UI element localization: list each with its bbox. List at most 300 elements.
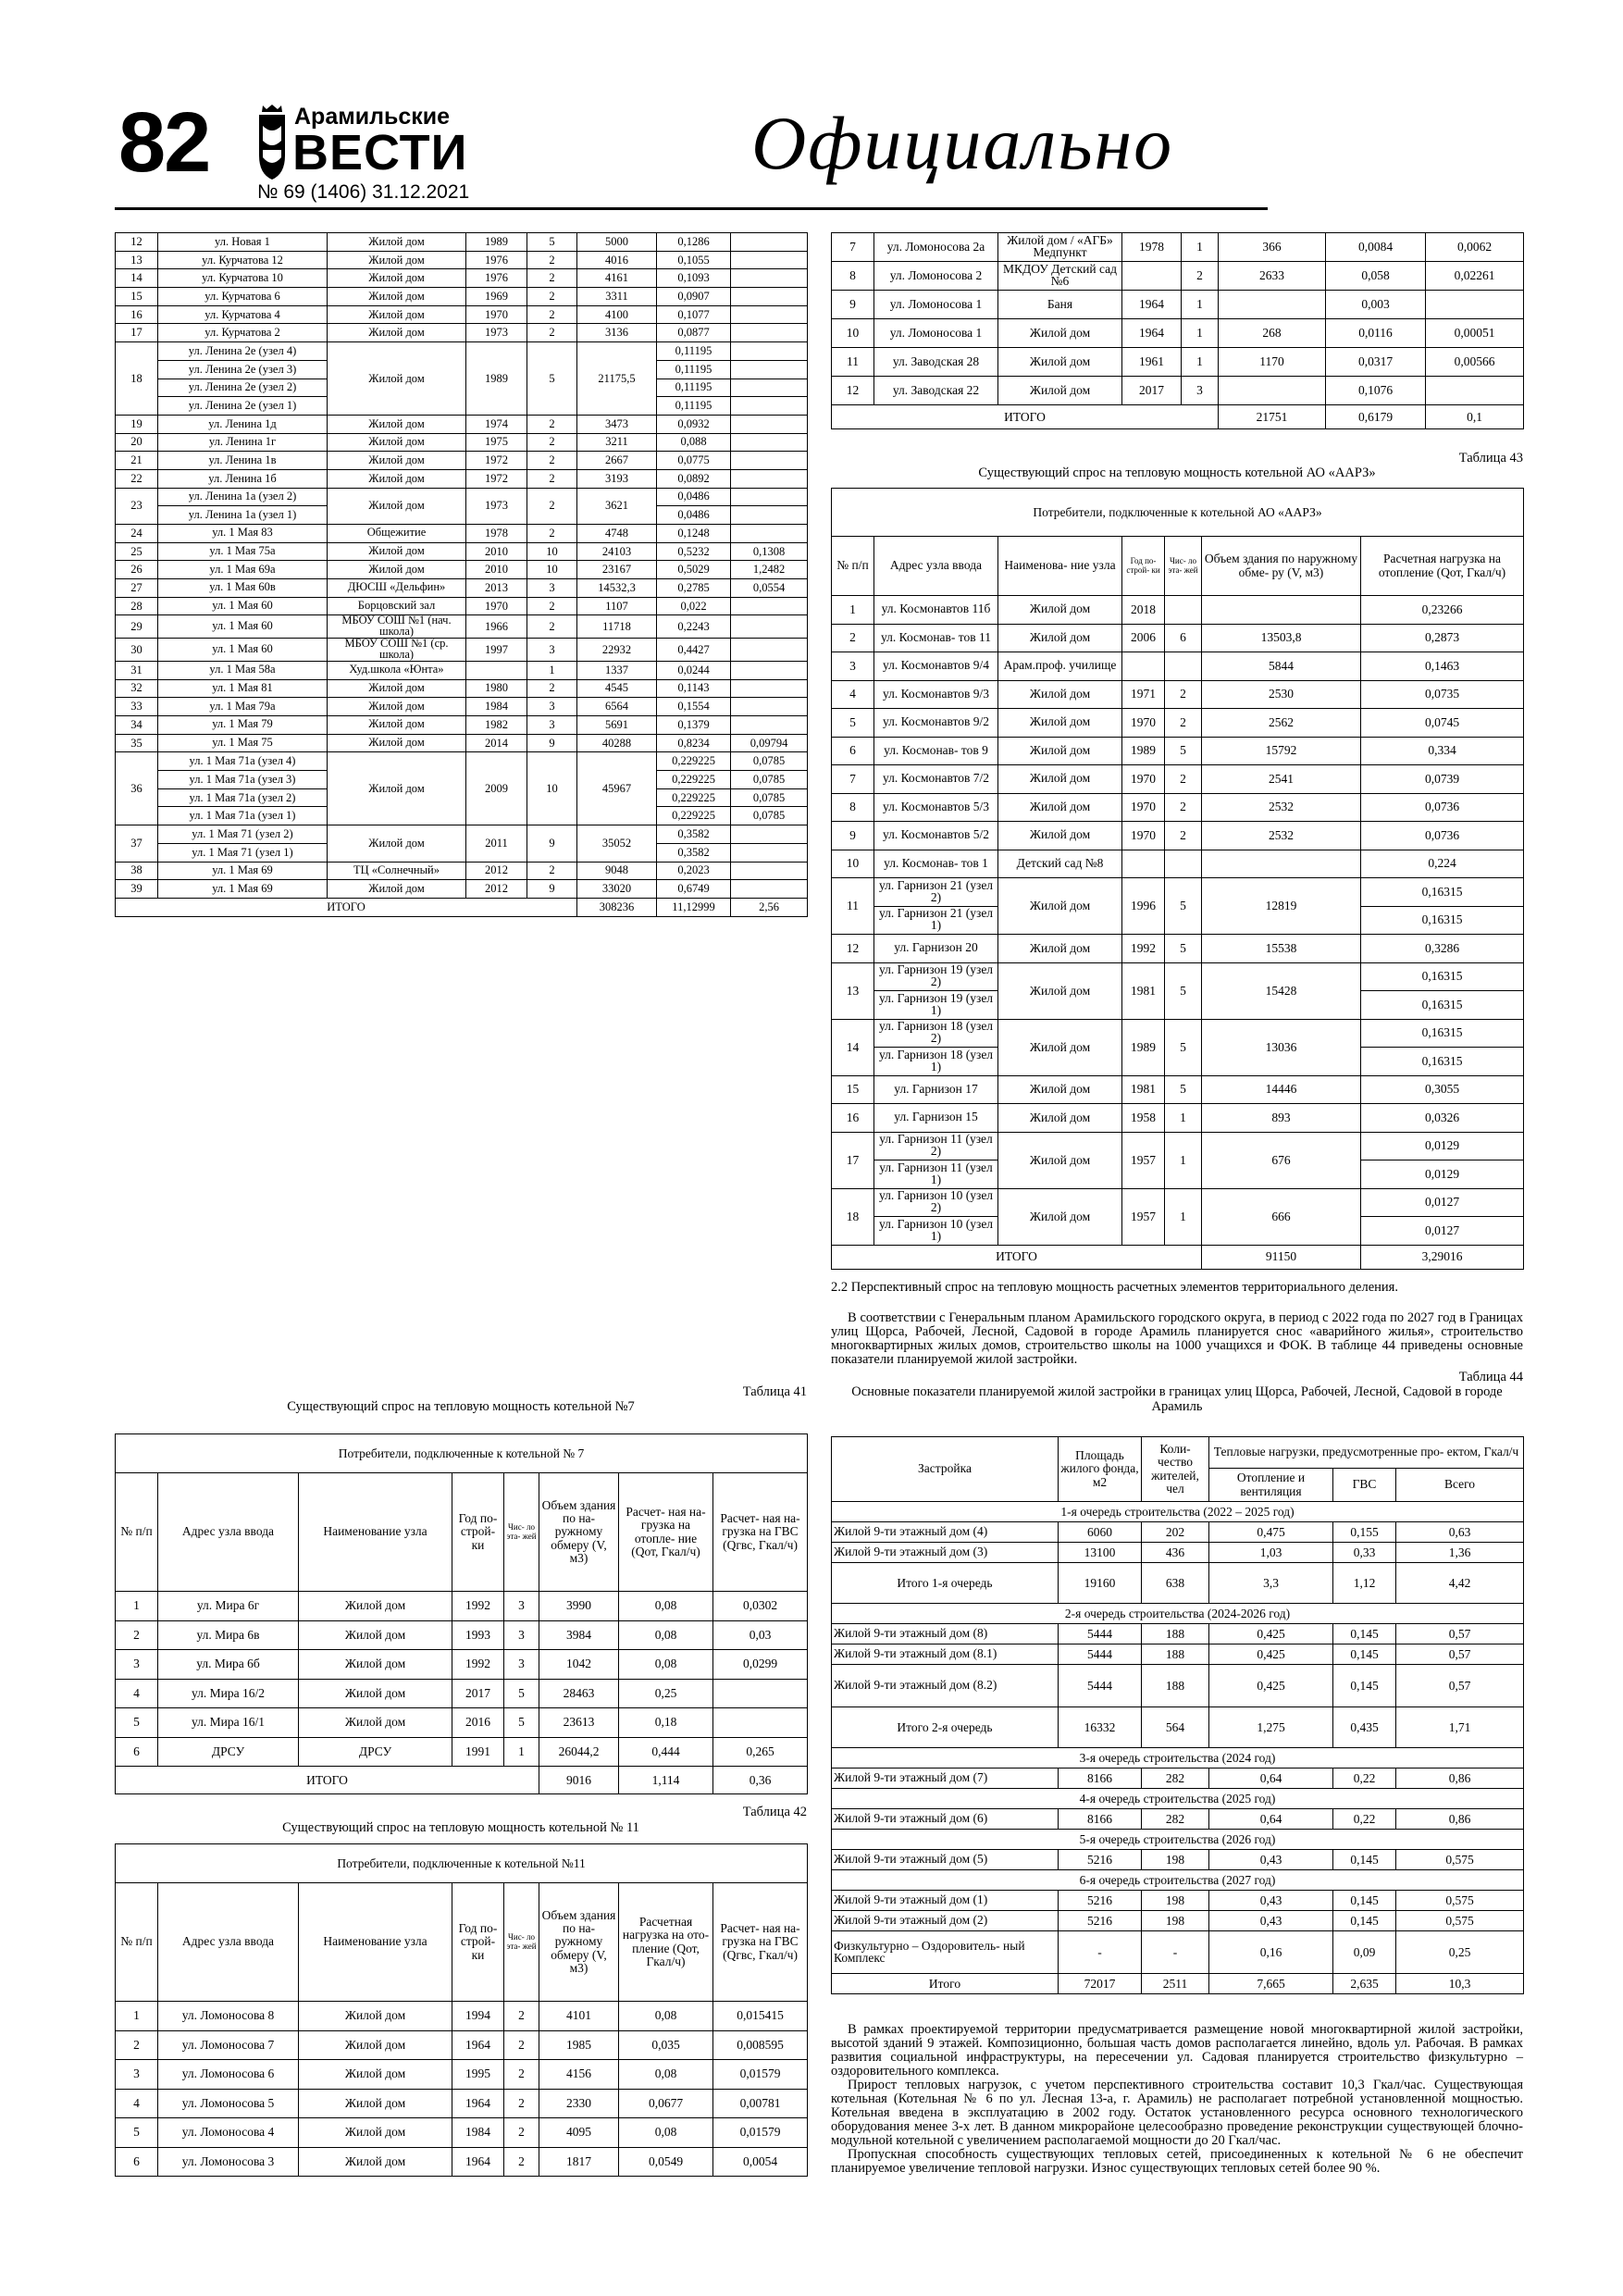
table-cell: ул. Курчатова 10 bbox=[158, 269, 328, 288]
table-cell: 0,0486 bbox=[657, 488, 731, 506]
table-cell: 2010 bbox=[466, 561, 527, 579]
table-cell: 10 bbox=[527, 561, 577, 579]
table-row bbox=[116, 324, 808, 342]
table-cell: 6 bbox=[116, 2147, 158, 2177]
table-cell: 0,16315 bbox=[1361, 962, 1524, 991]
table-cell: ул. Ломоносова 2а bbox=[874, 233, 998, 262]
table-cell: Арам.проф. училище bbox=[998, 652, 1122, 681]
table-cell: 4156 bbox=[539, 2060, 619, 2090]
table-cell: 0,1076 bbox=[1326, 377, 1426, 405]
table-cell: 1989 bbox=[466, 233, 527, 252]
table-cell: ул. Ленина 2е (узел 4) bbox=[158, 342, 328, 361]
table-cell: 5 bbox=[1165, 1075, 1202, 1104]
table-cell: 2532 bbox=[1202, 793, 1361, 822]
table-cell: 15 bbox=[832, 1075, 874, 1104]
table-cell: 0,2243 bbox=[657, 615, 731, 639]
table-row bbox=[832, 1132, 1524, 1160]
table-cell: 13036 bbox=[1202, 1019, 1361, 1075]
table-row bbox=[116, 561, 808, 579]
table-cell: 0,57 bbox=[1396, 1665, 1524, 1707]
table-cell: 12819 bbox=[1202, 878, 1361, 935]
table-cell: 1974 bbox=[466, 415, 527, 433]
table-cell: № п/п bbox=[116, 1473, 158, 1592]
table-cell: 2011 bbox=[466, 825, 527, 862]
table-cell: 0,8234 bbox=[657, 734, 731, 752]
table-cell: 9048 bbox=[577, 862, 657, 880]
table-cell: 33 bbox=[116, 698, 158, 716]
table-cell: 198 bbox=[1142, 1850, 1209, 1870]
table-cell: 2 bbox=[504, 2089, 539, 2118]
table-cell: 9016 bbox=[539, 1767, 619, 1794]
table-row bbox=[832, 680, 1524, 709]
table-cell: 2,56 bbox=[731, 898, 808, 916]
table-cell: 0,265 bbox=[713, 1737, 808, 1767]
table-cell: ул. Ломоносова 1 bbox=[874, 291, 998, 319]
table-cell: Жилой дом bbox=[998, 935, 1122, 963]
table-cell: ул. Мира 6б bbox=[158, 1650, 299, 1680]
table-cell: 3193 bbox=[577, 469, 657, 488]
table-cell: 6564 bbox=[577, 698, 657, 716]
table-cell: 0,08 bbox=[619, 1592, 713, 1621]
table-cell: 2017 bbox=[1122, 377, 1182, 405]
table-cell: Объем здания по наружному обме- ру (V, м3) bbox=[1202, 537, 1361, 596]
table-row bbox=[832, 1543, 1524, 1563]
table-row bbox=[116, 639, 808, 662]
table-cell: 5444 bbox=[1059, 1644, 1142, 1665]
table-41-number: Таблица 41 bbox=[742, 1384, 807, 1399]
table-cell: ул. Ломоносова 1 bbox=[874, 319, 998, 348]
table-row bbox=[832, 652, 1524, 681]
table-cell: 2 bbox=[504, 2060, 539, 2090]
table-cell: 1970 bbox=[1122, 793, 1165, 822]
table-cell: 0,0054 bbox=[713, 2147, 808, 2177]
table-cell: Жилой дом bbox=[998, 1132, 1122, 1188]
table-cell bbox=[731, 679, 808, 698]
table-cell: Жилой 9-ти этажный дом (8) bbox=[832, 1624, 1059, 1644]
table-cell: 0,1 bbox=[1426, 405, 1524, 429]
table-cell: 22 bbox=[116, 469, 158, 488]
table-cell: ул. Ломоносова 3 bbox=[158, 2147, 299, 2177]
table-cell: ул. Гарнизон 18 (узел 1) bbox=[874, 1048, 998, 1076]
table-row bbox=[832, 348, 1524, 377]
table-cell: 2530 bbox=[1202, 680, 1361, 709]
page-number: 82 bbox=[118, 95, 210, 190]
table-row bbox=[832, 1789, 1524, 1809]
table-cell: ул. 1 Мая 60в bbox=[158, 579, 328, 598]
table-cell: ул. Ленина 2е (узел 2) bbox=[158, 379, 328, 397]
table-row bbox=[116, 542, 808, 561]
table-cell: 0,008595 bbox=[713, 2030, 808, 2060]
table-cell: 1973 bbox=[466, 488, 527, 524]
table-cell: 5 bbox=[1165, 935, 1202, 963]
table-cell: 2 bbox=[527, 597, 577, 615]
table-row bbox=[116, 1883, 808, 2002]
table-row bbox=[116, 1473, 808, 1592]
table-cell: ул. Курчатова 12 bbox=[158, 251, 328, 269]
table-cell: 282 bbox=[1142, 1769, 1209, 1789]
table-cell: 0,0932 bbox=[657, 415, 731, 433]
table-row bbox=[832, 765, 1524, 794]
table-cell: 18 bbox=[832, 1188, 874, 1245]
table-cell bbox=[731, 360, 808, 379]
table-cell: Жилой дом bbox=[328, 433, 466, 452]
table-cell: 0,1055 bbox=[657, 251, 731, 269]
table-cell: 35 bbox=[116, 734, 158, 752]
table-cell: 0,0739 bbox=[1361, 765, 1524, 794]
table-cell: 21751 bbox=[1219, 405, 1326, 429]
table-row bbox=[832, 1769, 1524, 1789]
table-cell: 21 bbox=[116, 452, 158, 470]
table-cell: 188 bbox=[1142, 1665, 1209, 1707]
table-cell: 1972 bbox=[466, 452, 527, 470]
table-cell: 1957 bbox=[1122, 1188, 1165, 1245]
table-row bbox=[116, 2002, 808, 2031]
table-cell: 0,2785 bbox=[657, 579, 731, 598]
table-row bbox=[116, 862, 808, 880]
table-cell: ул. Гарнизон 21 (узел 2) bbox=[874, 878, 998, 907]
table-row bbox=[116, 597, 808, 615]
table-cell: 15428 bbox=[1202, 962, 1361, 1019]
table-cell: 0,1463 bbox=[1361, 652, 1524, 681]
table-cell: 8 bbox=[832, 262, 874, 291]
table-cell: 676 bbox=[1202, 1132, 1361, 1188]
table-cell: 1970 bbox=[466, 597, 527, 615]
table-row bbox=[116, 2030, 808, 2060]
table-cell: 3 bbox=[527, 579, 577, 598]
table-cell: 9 bbox=[527, 825, 577, 862]
table-cell: 5 bbox=[1165, 1019, 1202, 1075]
table-cell: Жилой дом bbox=[328, 679, 466, 698]
table-cell: ул. Ломоносова 7 bbox=[158, 2030, 299, 2060]
table-cell: ул. 1 Мая 71а (узел 1) bbox=[158, 807, 328, 825]
table-cell bbox=[1122, 652, 1165, 681]
table-cell bbox=[731, 661, 808, 679]
table-cell: 24 bbox=[116, 525, 158, 543]
table-cell: 10 bbox=[832, 319, 874, 348]
table-cell: Жилой дом bbox=[299, 1708, 452, 1738]
table-row bbox=[116, 2118, 808, 2148]
table-cell: 0,22 bbox=[1333, 1809, 1396, 1830]
table-cell: ул. Космонав- тов 11 bbox=[874, 624, 998, 652]
coat-of-arms-logo bbox=[257, 104, 287, 181]
table-cell: Жилой дом bbox=[328, 415, 466, 433]
table-cell: 31 bbox=[116, 661, 158, 679]
table-cell: 1,2482 bbox=[731, 561, 808, 579]
table-cell: 38 bbox=[116, 862, 158, 880]
table-cell: 2 bbox=[527, 469, 577, 488]
table-cell: 0,6179 bbox=[1326, 405, 1426, 429]
table-cell: Жилой 9-ти этажный дом (4) bbox=[832, 1522, 1059, 1543]
table-cell: 3990 bbox=[539, 1592, 619, 1621]
table-cell: 1989 bbox=[1122, 1019, 1165, 1075]
table-cell: 0,16315 bbox=[1361, 991, 1524, 1020]
section-2-2-heading: 2.2 Перспективный спрос на тепловую мощность расчетных элементов территориального деления. bbox=[831, 1280, 1398, 1295]
table-cell: Жилой дом bbox=[328, 305, 466, 324]
table-cell: Жилой дом bbox=[299, 1620, 452, 1650]
table-cell: Потребители, подключенные к котельной АО «ААРЗ» bbox=[832, 489, 1524, 537]
table-cell bbox=[731, 597, 808, 615]
table-44-title: Основные показатели планируемой жилой застройки в границах улиц Щорса, Рабочей, Лесной, Садовой в городе Арамиль bbox=[851, 1384, 1503, 1414]
table-cell: 2 bbox=[504, 2030, 539, 2060]
paragraph-3: Пропускная способность существующих тепловых сетей, присоединенных к котельной № 6 не обеспечит планируемое увеличение тепловой нагрузки. Износ существующих тепловых сетей более 90 %. bbox=[831, 2147, 1523, 2176]
table-cell: 0,1248 bbox=[657, 525, 731, 543]
table-cell: 23167 bbox=[577, 561, 657, 579]
table-cell bbox=[1122, 850, 1165, 878]
table-cell: 22932 bbox=[577, 639, 657, 662]
table-cell bbox=[1426, 377, 1524, 405]
table-cell: 3 bbox=[832, 652, 874, 681]
table-row bbox=[116, 1620, 808, 1650]
table-row bbox=[832, 405, 1524, 429]
table-cell: 0,08 bbox=[619, 2118, 713, 2148]
table-cell: 15538 bbox=[1202, 935, 1361, 963]
header-rule bbox=[115, 207, 1268, 210]
table-cell bbox=[731, 525, 808, 543]
table-cell: 0,0116 bbox=[1326, 319, 1426, 348]
table-row bbox=[832, 1502, 1524, 1522]
table-row bbox=[116, 251, 808, 269]
table-cell: 0,6749 bbox=[657, 880, 731, 899]
table-cell: 1980 bbox=[466, 679, 527, 698]
table-cell: 13 bbox=[832, 962, 874, 1019]
table-cell: 4016 bbox=[577, 251, 657, 269]
table-cell: 1 bbox=[1165, 1132, 1202, 1188]
table-cell: ул. 1 Мая 69 bbox=[158, 862, 328, 880]
table-42-number: Таблица 42 bbox=[742, 1805, 807, 1819]
table-cell: 0,11195 bbox=[657, 360, 731, 379]
table-cell: Жилой дом bbox=[998, 709, 1122, 738]
table-cell: 0,575 bbox=[1396, 1891, 1524, 1911]
table-row bbox=[832, 1644, 1524, 1665]
table-41-title: Существующий спрос на тепловую мощность котельной №7 bbox=[287, 1399, 635, 1414]
table-cell: Жилой 9-ти этажный дом (1) bbox=[832, 1891, 1059, 1911]
table-cell: 0,22 bbox=[1333, 1769, 1396, 1789]
table-cell: 21175,5 bbox=[577, 342, 657, 416]
table-cell: Жилой дом bbox=[328, 342, 466, 416]
table-cell: 1107 bbox=[577, 597, 657, 615]
table-row bbox=[116, 716, 808, 735]
table-cell bbox=[731, 269, 808, 288]
table-cell: Жилой дом bbox=[328, 880, 466, 899]
table-cell: 14532,3 bbox=[577, 579, 657, 598]
table-row bbox=[832, 1891, 1524, 1911]
table-cell: Жилой дом bbox=[998, 680, 1122, 709]
table-row bbox=[832, 262, 1524, 291]
table-cell bbox=[731, 843, 808, 862]
table-cell: ДРСУ bbox=[158, 1737, 299, 1767]
table-cell: Жилой дом / «АГБ» Медпункт bbox=[998, 233, 1122, 262]
table-cell: Жилой дом bbox=[328, 251, 466, 269]
table-cell: 0,0745 bbox=[1361, 709, 1524, 738]
table-cell: 72017 bbox=[1059, 1974, 1142, 1994]
table-row bbox=[832, 537, 1524, 596]
table-cell: Чис- ло эта- жей bbox=[1165, 537, 1202, 596]
table-cell: 1970 bbox=[1122, 765, 1165, 794]
table-cell: Жилой дом bbox=[998, 822, 1122, 850]
table-cell: 2 bbox=[1182, 262, 1219, 291]
table-cell: 4545 bbox=[577, 679, 657, 698]
table-cell: 1969 bbox=[466, 288, 527, 306]
table-cell bbox=[1202, 850, 1361, 878]
table-cell: 2012 bbox=[466, 862, 527, 880]
table-cell: 2 bbox=[527, 251, 577, 269]
table-cell: 2006 bbox=[1122, 624, 1165, 652]
table-row bbox=[832, 962, 1524, 991]
table-row bbox=[832, 1604, 1524, 1624]
table-cell: ул. 1 Мая 75а bbox=[158, 542, 328, 561]
table-cell: Жилой дом bbox=[328, 324, 466, 342]
brand-name-big: ВЕСТИ bbox=[292, 125, 468, 180]
table-cell: Жилой дом bbox=[328, 698, 466, 716]
table-cell: Адрес узла ввода bbox=[158, 1473, 299, 1592]
table-cell: 6-я очередь строительства (2027 год) bbox=[832, 1870, 1524, 1891]
table-cell: 3-я очередь строительства (2024 год) bbox=[832, 1748, 1524, 1769]
table-cell: 0,5029 bbox=[657, 561, 731, 579]
table-cell: 6060 bbox=[1059, 1522, 1142, 1543]
table-cell: 2532 bbox=[1202, 822, 1361, 850]
table-cell: 1 bbox=[1182, 233, 1219, 262]
table-cell: 1989 bbox=[1122, 737, 1165, 765]
table-cell: 0,0302 bbox=[713, 1592, 808, 1621]
table-cell: 1984 bbox=[466, 698, 527, 716]
table-cell: 0,0785 bbox=[731, 807, 808, 825]
table-cell: 5 bbox=[527, 233, 577, 252]
table-cell: 2010 bbox=[466, 542, 527, 561]
table-cell: 0,229225 bbox=[657, 771, 731, 789]
table-cell bbox=[1219, 291, 1326, 319]
table-cell: ул. Курчатова 6 bbox=[158, 288, 328, 306]
table-cell: 4-я очередь строительства (2025 год) bbox=[832, 1789, 1524, 1809]
table-cell: 198 bbox=[1142, 1911, 1209, 1931]
table-cell: Итого bbox=[832, 1974, 1059, 1994]
table-cell: 36 bbox=[116, 752, 158, 825]
table-cell: Жилой 9-ти этажный дом (7) bbox=[832, 1769, 1059, 1789]
table-cell: Всего bbox=[1396, 1469, 1524, 1502]
table-row bbox=[832, 709, 1524, 738]
table-cell: 1,03 bbox=[1209, 1543, 1333, 1563]
table-cell: 0,64 bbox=[1209, 1809, 1333, 1830]
table-cell bbox=[731, 324, 808, 342]
table-cell: 2016 bbox=[452, 1708, 504, 1738]
table-cell: 0,035 bbox=[619, 2030, 713, 2060]
table-cell: 2511 bbox=[1142, 1974, 1209, 1994]
table-cell: Жилой дом bbox=[328, 561, 466, 579]
table-cell: 1964 bbox=[452, 2030, 504, 2060]
table-cell: 0,0549 bbox=[619, 2147, 713, 2177]
table-cell: 0,33 bbox=[1333, 1543, 1396, 1563]
table-cell: Жилой дом bbox=[998, 878, 1122, 935]
table-cell: 13503,8 bbox=[1202, 624, 1361, 652]
table-cell: 16 bbox=[116, 305, 158, 324]
table-cell: Жилой дом bbox=[998, 1104, 1122, 1133]
table-cell: Расчет- ная на- грузка на отопле- ние (Qот, Гкал/ч) bbox=[619, 1473, 713, 1592]
table-cell: 1964 bbox=[452, 2147, 504, 2177]
table-cell: 0,088 bbox=[657, 433, 731, 452]
section-2-2-paragraph bbox=[831, 1311, 1523, 1367]
table-row bbox=[116, 825, 808, 844]
table-cell: 0,0244 bbox=[657, 661, 731, 679]
table-cell: 37 bbox=[116, 825, 158, 862]
table-cell: Жилой дом bbox=[998, 319, 1122, 348]
bottom-text bbox=[831, 2023, 1523, 2176]
table-cell bbox=[731, 862, 808, 880]
table-cell: 3136 bbox=[577, 324, 657, 342]
table-cell: ул. 1 Мая 71 (узел 1) bbox=[158, 843, 328, 862]
table-cell: 6 bbox=[116, 1737, 158, 1767]
table-cell: Жилой дом bbox=[998, 377, 1122, 405]
table-cell: 5444 bbox=[1059, 1624, 1142, 1644]
table-row bbox=[116, 433, 808, 452]
table-cell: 366 bbox=[1219, 233, 1326, 262]
table-row bbox=[116, 698, 808, 716]
table-cell: 2 bbox=[527, 305, 577, 324]
table-cell: 26 bbox=[116, 561, 158, 579]
table-row bbox=[832, 377, 1524, 405]
table-cell: ул. 1 Мая 71а (узел 3) bbox=[158, 771, 328, 789]
table-cell: 0,425 bbox=[1209, 1624, 1333, 1644]
table-cell: Расчетная нагрузка на ото- пление (Qот, Гкал/ч) bbox=[619, 1883, 713, 2002]
table-cell bbox=[731, 825, 808, 844]
table-row bbox=[832, 1019, 1524, 1048]
table-row bbox=[832, 793, 1524, 822]
table-cell: 0,575 bbox=[1396, 1850, 1524, 1870]
table-cell: 0,3055 bbox=[1361, 1075, 1524, 1104]
table-row bbox=[116, 2147, 808, 2177]
table-cell: 39 bbox=[116, 880, 158, 899]
table-43-title: Существующий спрос на тепловую мощность котельной АО «ААРЗ» bbox=[978, 465, 1376, 480]
table-cell: 0,145 bbox=[1333, 1850, 1396, 1870]
table-cell: ДЮСШ «Дельфин» bbox=[328, 579, 466, 598]
table-cell: 1817 bbox=[539, 2147, 619, 2177]
table-cell: 0,1554 bbox=[657, 698, 731, 716]
table-cell: 16332 bbox=[1059, 1707, 1142, 1748]
table-cell: ул. Ленина 2е (узел 3) bbox=[158, 360, 328, 379]
table-cell: Жилой 9-ти этажный дом (8.2) bbox=[832, 1665, 1059, 1707]
table-cell: ул. 1 Мая 79а bbox=[158, 698, 328, 716]
table-cell: ул. 1 Мая 71а (узел 2) bbox=[158, 788, 328, 807]
table-cell bbox=[731, 288, 808, 306]
table-row bbox=[116, 661, 808, 679]
table-cell: 0,5232 bbox=[657, 542, 731, 561]
table-cell: 1992 bbox=[452, 1592, 504, 1621]
table-cell: 0,444 bbox=[619, 1737, 713, 1767]
table-cell: ул. Гарнизон 18 (узел 2) bbox=[874, 1019, 998, 1048]
table-cell: 1,71 bbox=[1396, 1707, 1524, 1748]
table-cell: 10,3 bbox=[1396, 1974, 1524, 1994]
table-cell: 2 bbox=[116, 2030, 158, 2060]
table-cell: 0,08 bbox=[619, 1650, 713, 1680]
table-cell: 0,23266 bbox=[1361, 596, 1524, 625]
table-row bbox=[832, 822, 1524, 850]
table-cell: ул. Космонавтов 11б bbox=[874, 596, 998, 625]
table-row bbox=[832, 1748, 1524, 1769]
table-cell: 30 bbox=[116, 639, 158, 662]
table-42-title: Существующий спрос на тепловую мощность котельной № 11 bbox=[282, 1820, 639, 1835]
table-cell: 9 bbox=[832, 822, 874, 850]
table-cell: 1 bbox=[527, 661, 577, 679]
table-cell: 2541 bbox=[1202, 765, 1361, 794]
table-cell: Площадь жилого фонда, м2 bbox=[1059, 1437, 1142, 1502]
table-cell: 10 bbox=[832, 850, 874, 878]
table-cell: 0,0129 bbox=[1361, 1160, 1524, 1189]
table-cell: ул. Гарнизон 11 (узел 1) bbox=[874, 1160, 998, 1189]
table-cell: 23 bbox=[116, 488, 158, 524]
table-cell: 27 bbox=[116, 579, 158, 598]
table-cell bbox=[1122, 262, 1182, 291]
table-cell: МБОУ СОШ №1 (нач. школа) bbox=[328, 615, 466, 639]
table-cell: 0,1308 bbox=[731, 542, 808, 561]
table-cell: 0,435 bbox=[1333, 1707, 1396, 1748]
